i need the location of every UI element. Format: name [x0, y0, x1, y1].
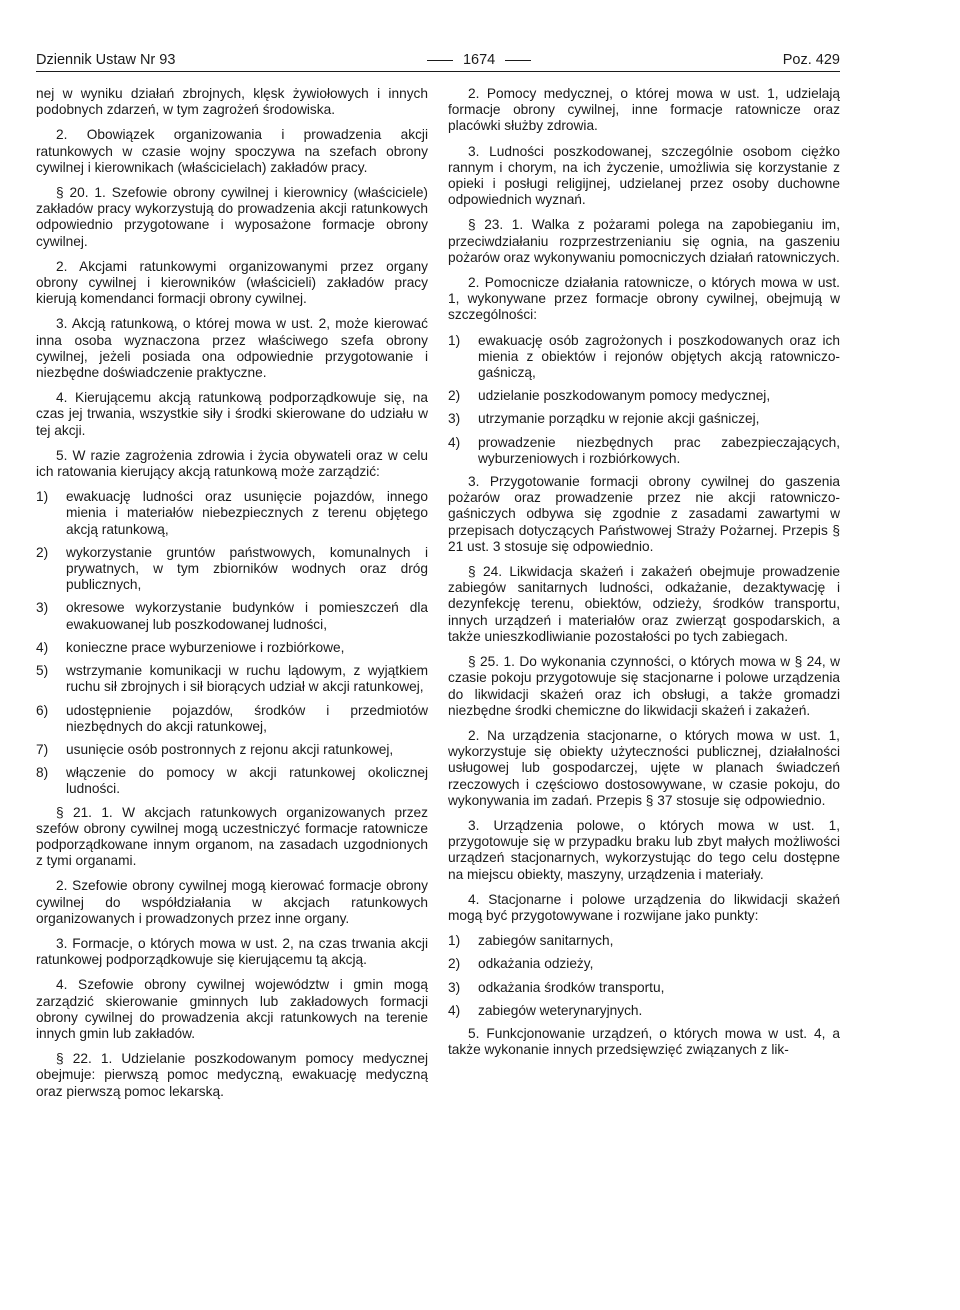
list-number: 4): [448, 434, 461, 450]
page-header: [36, 50, 840, 70]
paragraph: 3. Przygotowanie formacji obrony cywilnej do gaszenia pożarów oraz prowadzenie przez nie akcji ratowniczo-gaśniczych odbywa się zgodnie z zasadami zawartymi w przepisach dotyczących Państwowej Straży Pożarnej. Przepis § 21 ust. 3 stosuje się odpowiednio.: [448, 474, 840, 554]
paragraph: § 21. 1. W akcjach ratunkowych organizowanych przez szefów obrony cywilnej mogą uczestniczyć formacje ratownicze podporządkowane innym organom, na zasadach uzgodnionych z tymi organami.: [36, 804, 428, 869]
paragraph: 4. Stacjonarne i polowe urządzenia do likwidacji skażeń mogą być przygotowywane i rozwijane jako punkty:: [448, 891, 840, 923]
list-item: [448, 411, 840, 427]
list-text: utrzymanie porządku w rejonie akcji gaśniczej,: [478, 411, 760, 427]
list-number: 2): [448, 956, 461, 972]
left-column: [36, 86, 428, 1109]
dash-right: [505, 60, 531, 61]
list-text: ewakuację osób zagrożonych i poszkodowanych oraz ich mienia z obiektów i rejonów objętych akcją ratowniczo-gaśniczą,: [478, 332, 840, 381]
list-text: wstrzymanie komunikacji w ruchu lądowym, z wyjątkiem ruchu sił zbrojnych i sił biorących udział w akcji ratunkowej,: [66, 663, 428, 695]
list-item: [36, 489, 428, 538]
list-number: 1): [448, 933, 461, 949]
list-text: zabiegów sanitarnych,: [478, 933, 614, 949]
list-number: 2): [36, 544, 49, 560]
enumerated-list: [36, 489, 428, 797]
header-rule: [36, 71, 840, 72]
paragraph: § 24. Likwidacja skażeń i zakażeń obejmuje prowadzenie zabiegów sanitarnych ludności, odkażanie, dezaktywację i dezynfekcję terenu, obiektów, odzieży, środków transportu, innych urządzeń i materiałów oraz zwierząt gospodarskich, a także unieszkodliwianie pozostałości po tych zabiegach.: [448, 564, 840, 644]
paragraph: 2. Pomocnicze działania ratownicze, o których mowa w ust. 1, wykonywane przez formacje obrony cywilnej, obejmują w szczególności:: [448, 275, 840, 323]
list-item: [36, 703, 428, 735]
paragraph: § 22. 1. Udzielanie poszkodowanym pomocy medycznej obejmuje: pierwszą pomoc medyczną, ewakuację medyczną oraz pierwszą pomoc lekarską.: [36, 1051, 428, 1099]
right-column: [448, 86, 840, 1067]
list-number: 7): [36, 741, 49, 757]
list-item: [448, 933, 840, 949]
paragraph: 3. Akcją ratunkową, o której mowa w ust. 2, może kierować inna osoba wyznaczona przez właściwego szefa obrony cywilnej, jeżeli posiada ona odpowiednie przygotowanie i niezbędne doświadczenie praktyczne.: [36, 316, 428, 381]
list-text: wykorzystanie gruntów państwowych, komunalnych i prywatnych, w tym zbiorników wodnych oraz dróg publicznych,: [66, 544, 428, 593]
list-text: konieczne prace wyburzeniowe i rozbiórkowe,: [66, 639, 345, 655]
paragraph: 2. Szefowie obrony cywilnej mogą kierować formacje obrony cywilnej do współdziałania w akcjach ratunkowych organizowanych i prowadzonych przez inne organy.: [36, 878, 428, 926]
list-item: [36, 765, 428, 797]
list-number: 3): [448, 979, 461, 995]
position-number: Poz. 429: [782, 52, 840, 68]
list-number: 3): [36, 600, 49, 616]
page-number-group: [427, 52, 531, 68]
list-text: ewakuację ludności oraz usunięcie pojazdów, innego mienia i materiałów niebezpiecznych z terenu objętego akcją ratunkową,: [66, 489, 428, 537]
list-item: [448, 980, 840, 996]
enumerated-list: [448, 933, 840, 1019]
paragraph: 2. Obowiązek organizowania i prowadzenia akcji ratunkowych w czasie wojny spoczywa na szefach obrony cywilnej i kierownikach (właścicielach) zakładów pracy.: [36, 127, 428, 175]
list-number: 2): [448, 388, 461, 404]
list-item: [448, 956, 840, 972]
paragraph: 3. Ludności poszkodowanej, szczególnie osobom ciężko rannym i chorym, na ich życzenie, umożliwia się korzystanie z opieki i posługi religijnej, udzielanej przez osoby duchowne odpowiednich wyznań.: [448, 143, 840, 208]
list-text: okresowe wykorzystanie budynków i pomieszczeń dla ewakuowanej lub poszkodowanej ludności,: [66, 600, 428, 632]
list-item: [36, 742, 428, 758]
page-number: 1674: [462, 52, 496, 68]
list-item: [36, 600, 428, 632]
list-text: udostępnienie pojazdów, środków i przedmiotów niezbędnych do akcji ratunkowej,: [66, 702, 428, 734]
paragraph: nej w wyniku działań zbrojnych, klęsk żywiołowych i innych podobnych zdarzeń, w tym zagrożeń środowiska.: [36, 86, 428, 118]
list-text: odkażania środków transportu,: [478, 979, 665, 995]
list-number: 3): [448, 411, 461, 427]
list-item: [36, 640, 428, 656]
paragraph: 4. Szefowie obrony cywilnej województw i gmin mogą zarządzić skierowanie gminnych lub zakładowych formacji obrony cywilnej do prowadzenia akcji ratunkowych na terenie innych gmin lub zakładów.: [36, 977, 428, 1041]
list-item: [36, 545, 428, 594]
paragraph: § 25. 1. Do wykonania czynności, o których mowa w § 24, w czasie pokoju przygotowuje się stacjonarne i polowe urządzenia do likwidacji skażeń oraz ich obsługi, a także gromadzi niezbędne środki chemiczne do likwidacji skażeń i zakażeń.: [448, 654, 840, 718]
list-text: zabiegów weterynaryjnych.: [478, 1002, 643, 1018]
list-text: odkażania odzieży,: [478, 956, 594, 972]
list-text: prowadzenie niezbędnych prac zabezpieczających, wyburzeniowych i rozbiórkowych.: [478, 434, 840, 466]
list-number: 4): [36, 639, 49, 655]
list-item: [448, 388, 840, 404]
list-item: [36, 663, 428, 695]
paragraph: 3. Urządzenia polowe, o których mowa w ust. 1, przygotowuje się w przypadku braku lub zbyt małych możliwości urządzeń stacjonarnych, wykorzystując do tego celu dostępne na miejscu obiekty, maszyny, urządzenia i materiały.: [448, 817, 840, 882]
paragraph: 2. Na urządzenia stacjonarne, o których mowa w ust. 1, wykorzystuje się obiekty użyteczności publicznej, działalności usługowej lub gospodarczej, ujęte w planach świadczeń rzeczowych i częściowo dostosowywane, w czasie pokoju, do wykonywania im zadań. Przepis § 37 stosuje się odpowiednio.: [448, 727, 840, 808]
list-number: 4): [448, 1002, 461, 1018]
paragraph: § 23. 1. Walka z pożarami polega na zapobieganiu im, przeciwdziałaniu rozprzestrzenianiu się ognia, na gaszeniu pożarów oraz wykonywaniu pomocniczych działań ratowniczych.: [448, 217, 840, 265]
list-text: udzielanie poszkodowanym pomocy medycznej,: [478, 388, 771, 404]
list-number: 1): [448, 332, 461, 348]
list-item: [448, 435, 840, 467]
journal-title: Dziennik Ustaw Nr 93: [36, 52, 176, 68]
list-number: 6): [36, 702, 49, 718]
paragraph: § 20. 1. Szefowie obrony cywilnej i kierownicy (właściciele) zakładów pracy wykorzystują do prowadzenia akcji ratunkowych odpowiednio przygotowane i wyposażone formacje obrony cywilnej.: [36, 185, 428, 249]
list-text: włączenie do pomocy w akcji ratunkowej okolicznej ludności.: [66, 765, 428, 797]
paragraph: 4. Kierującemu akcją ratunkową podporządkowuje się, na czas jej trwania, wszystkie siły i środki skierowane do udziału w tej akcji.: [36, 390, 428, 438]
list-item: [448, 1003, 840, 1019]
list-text: usunięcie osób postronnych z rejonu akcji ratunkowej,: [66, 741, 394, 757]
paragraph: 5. W razie zagrożenia zdrowia i życia obywateli oraz w celu ich ratowania kierujący akcją ratunkową może zarządzić:: [36, 447, 428, 480]
paragraph: 5. Funkcjonowanie urządzeń, o których mowa w ust. 4, a także wykonanie innych przedsięwzięć związanych z lik-: [448, 1025, 840, 1058]
paragraph: 3. Formacje, o których mowa w ust. 2, na czas trwania akcji ratunkowej podporządkowuje się kierującemu tą akcją.: [36, 935, 428, 968]
enumerated-list: [448, 333, 840, 467]
list-item: [448, 333, 840, 382]
list-number: 8): [36, 765, 49, 781]
list-number: 1): [36, 489, 49, 505]
dash-left: [427, 60, 453, 61]
paragraph: 2. Pomocy medycznej, o której mowa w ust. 1, udzielają formacje obrony cywilnej, inne formacje ratownicze oraz placówki służby zdrowia.: [448, 86, 840, 134]
paragraph: 2. Akcjami ratunkowymi organizowanymi przez organy obrony cywilnej i kierowników (właścicieli) zakładów pracy kierują komendanci formacji obrony cywilnej.: [36, 258, 428, 307]
list-number: 5): [36, 663, 49, 679]
